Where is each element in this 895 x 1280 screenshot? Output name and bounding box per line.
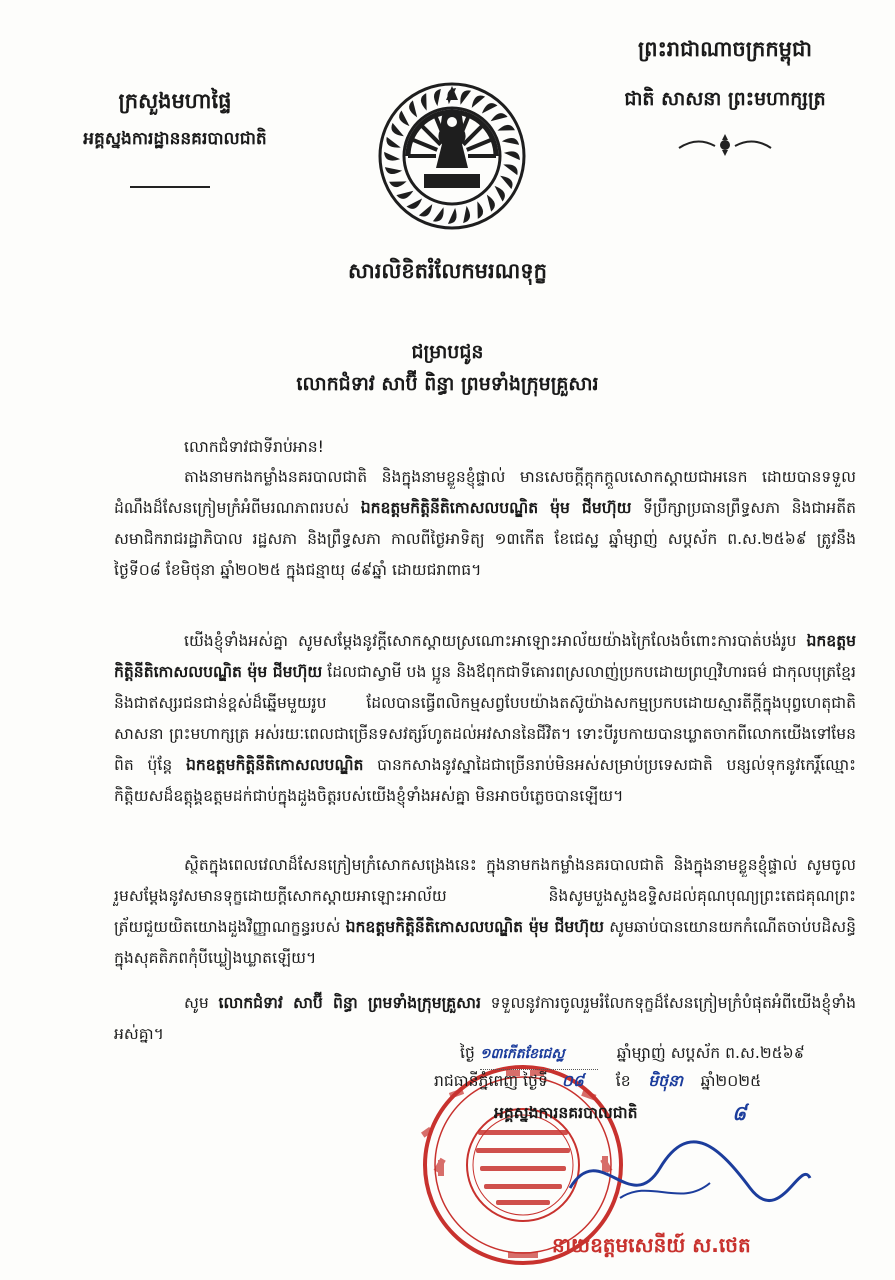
- document-title: សារលិខិតរំលែកមរណទុក្ខ: [348, 259, 547, 283]
- emblem-ray: [477, 201, 483, 219]
- emblem-ray: [482, 103, 498, 113]
- ornament-icon: [675, 132, 775, 158]
- issuing-office: អគ្គស្នងការនគរបាលជាតិ: [494, 1104, 638, 1122]
- date-year: ឆ្នាំ២០២៥: [700, 1072, 762, 1090]
- emblem-ray: [399, 110, 409, 126]
- lunar-date-label: ថ្ងៃ: [460, 1044, 475, 1062]
- emblem-ray: [406, 199, 422, 209]
- p4-text-a: សូម: [184, 994, 219, 1012]
- city-date-line: [434, 1066, 761, 1096]
- emblem-ray: [497, 125, 515, 131]
- date-day: ០៨: [561, 1071, 584, 1090]
- emblem-ray: [385, 167, 402, 174]
- kingdom-name: ព្រះរាជាណាចក្រកម្ពុជា: [637, 37, 812, 61]
- emblem-ray: [384, 152, 400, 161]
- emblem-ray: [433, 207, 444, 221]
- p2-text-b: ដែលជាស្វាមី បង ប្អូន និងឪពុកជាទីគោរពស្រលាញ់ប្រកបដោយព្រហ្មវិហារធម៌ ជាកុលបុត្រខ្មែរ និងជាឥស្សរជនជាន់ខ្ពស់ដ៏ឆ្នើមមួយរូប ដែលបានធ្វើពលិកម្មសព្វបែបយ៉ាងតស៊ូយ៉ាងសកម្មប្រកបដោយស្មារតីក្តីក្នុងបុព្វហេតុជាតិ សាសនា ព្រះមហាក្សត្រ អស់រយៈពេលជាច្រើនទសវត្សរ៍ហូតដល់អវសាននៃជីវិត។ ទោះបីរូបកាយបានឃ្លាតចាកពីលោកយើងទៅមែនពិត ប៉ុន្តែ: [114, 663, 856, 774]
- p1-text-b: ទីប្រឹក្សាប្រធានព្រឹទ្ធសភា និងជាអតីតសមាជិករាជរដ្ឋាភិបាល រដ្ឋសភា និងព្រឹទ្ធសភា កាលពីថ្ងៃអាទិត្យ ១៣កើត ខែជេស្ឋ ឆ្នាំម្សាញ់ សប្តស័ក ព.ស.២៥៦៩ ត្រូវនឹងថ្ងៃទី០៨ ខែមិថុនា ឆ្នាំ២០២៥ ក្នុងជន្មាយុ ៨៩ឆ្នាំ ដោយជរាពាធ។: [114, 499, 857, 579]
- handwritten-lunar-date: ១៣កើតខែជេស្ឋ: [480, 1039, 598, 1070]
- emblem-ray: [421, 93, 427, 111]
- office-handwritten-mark: ៨: [732, 1101, 747, 1125]
- city-date-label: រាជធានីភ្នំពេញ ថ្ងៃទី: [434, 1072, 548, 1090]
- department-name: អគ្គស្នងការដ្ឋាននគរបាលជាតិ: [83, 129, 267, 149]
- p2-text-a: យើងខ្ញុំទាំងអស់គ្នា សូមសម្តែងនូវក្តីសោកស្តាយស្រណោះអាឡោះអាល័យយ៉ាងក្រៃលែងចំពោះការបាត់បង់រូប: [184, 632, 807, 650]
- emblem-ray: [389, 181, 407, 187]
- emblem-ray: [396, 191, 413, 199]
- national-motto: ជាតិ សាសនា ព្រះមហាក្សត្រ: [624, 88, 826, 110]
- handwritten-signature: [560, 1128, 820, 1228]
- emblem-ray: [391, 123, 403, 136]
- header-divider-left: [130, 186, 210, 188]
- emblem-ray: [472, 95, 485, 107]
- date-month: មិថុនា: [648, 1071, 683, 1090]
- p2-deceased-title: ឯកឧត្តមកិត្តិនីតិកោសលបណ្ឌិត: [185, 756, 364, 774]
- recipient-name: លោកជំទាវ សាប៊ី ពិន្ធា ព្រមទាំងក្រុមគ្រួសារ: [296, 373, 599, 395]
- p4-text-b: ទទួលនូវការចូលរួមរំលែកទុក្ខដ៏សែនក្រៀមក្រំបំផុតអំពីយើងខ្ញុំទាំងអស់គ្នា។: [114, 994, 856, 1043]
- p2-deceased-name: ឯកឧត្តមកិត្តិនីតិកោសលបណ្ឌិត ម៉ុម ជីមហ៊ុយ: [114, 632, 856, 681]
- emblem-ray: [491, 113, 508, 121]
- emblem-ray: [409, 100, 417, 117]
- paragraph-3: [114, 850, 856, 974]
- emblem-ray: [448, 208, 457, 224]
- p1-text-a: តាងនាមកងកម្លាំងនគរបាលជាតិ និងក្នុងនាមខ្លួនខ្ញុំផ្ទាល់ មានសេចក្តីក្តុកក្តួលសោកស្តាយជាអនេក ដោយបានទទួលដំណឹងដ៏សែនក្រៀមក្រំអំពីមរណភាពរបស់: [114, 468, 856, 517]
- emblem-ray: [463, 206, 470, 223]
- p3-text-a: ស្ថិតក្នុងពេលវេលាដ៏សែនក្រៀមក្រំសោកសង្រេងនេះ ក្នុងនាមកងកម្លាំងនគរបាលជាតិ និងក្នុងនាមខ្លួនខ្ញុំផ្ទាល់ សូមចូលរួមសម្តែងនូវសមានទុក្ខដោយក្តីសោកស្តាយអាឡោះអាល័យ និងសូមបួងសួងឧទ្ទិសដល់គុណបុណ្យព្រះតេជគុណព្រះត្រ័យជួយយិតយោងដួងវិញ្ញាណក្ខន្ធរបស់: [114, 856, 856, 936]
- paragraph-1: [114, 462, 856, 586]
- p4-recipient-name: លោកជំទាវ សាប៊ី ពិន្ធា ព្រមទាំងក្រុមគ្រួសារ: [218, 994, 481, 1012]
- salutation: លោកជំទាវជាទីរាប់អាន!: [184, 438, 324, 456]
- emblem-ray: [419, 204, 432, 216]
- emblem-ray: [504, 151, 520, 160]
- month-label: ខែ: [615, 1072, 631, 1090]
- emblem-ray: [495, 186, 505, 202]
- p3-deceased-name: ឯកឧត្តមកិត្តិនីតិកោសលបណ្ឌិត ម៉ុម ជីមហ៊ុយ: [345, 918, 604, 936]
- p3-text-b: សូមឆាប់បានយោនយកកំណើតចាប់បដិសន្ធិក្នុងសុគតិភពកុំបីឃ្លៀងឃ្លាតឡើយ។: [114, 918, 857, 967]
- signatory-name: នាយឧត្តមសេនីយ៍ ស.ថេត: [552, 1233, 751, 1257]
- emblem-ray: [386, 137, 400, 148]
- p1-deceased-name: ឯកឧត្តមកិត្តិនីតិកោសលបណ្ឌិត ម៉ុម ជីមហ៊ុយ: [360, 499, 632, 517]
- police-emblem-icon: [378, 82, 526, 230]
- emblem-ray: [503, 164, 517, 175]
- emblem-ray: [487, 195, 495, 212]
- emblem-ray: [434, 89, 441, 106]
- emblem-ray: [460, 90, 471, 104]
- ministry-name: ក្រសួងមហាផ្ទៃ: [118, 89, 232, 113]
- p2-text-c: បានកសាងនូវស្នាដៃជាច្រើនរាប់មិនអស់សម្រាប់ប្រទេសជាតិ បន្សល់ទុកនូវកេរ្តិ៍ឈ្មោះ កិត្តិយសដ៏ឧត្តុង្គឧត្តមដក់ជាប់ក្នុងដួងចិត្តរបស់យើងខ្ញុំទាំងអស់គ្នា មិនអាចបំភ្លេចបានឡើយ។: [114, 756, 856, 805]
- lunar-year: ឆ្នាំម្សាញ់ សប្តស័ក ព.ស.២៥៦៩: [616, 1044, 805, 1062]
- header-right: [565, 34, 885, 114]
- paragraph-2: [114, 626, 856, 812]
- header-left: [40, 86, 310, 154]
- recipient-label: ជម្រាបជូន: [411, 341, 484, 363]
- emblem-ray: [502, 138, 519, 145]
- emblem-ray: [500, 176, 512, 189]
